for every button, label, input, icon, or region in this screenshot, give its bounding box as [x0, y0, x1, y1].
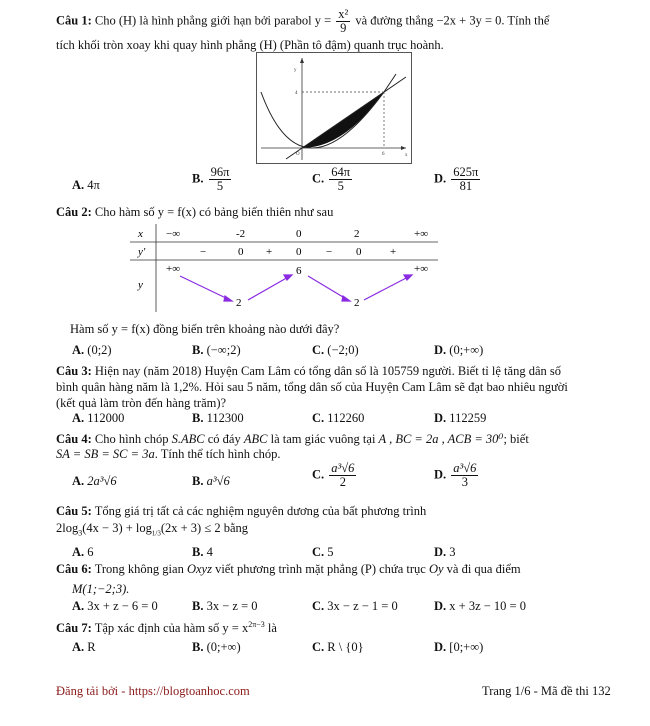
- graph-tick-6: 6: [382, 152, 385, 157]
- graph-tick-4: 4: [295, 91, 298, 96]
- svg-text:0: 0: [356, 246, 362, 258]
- q4-line1: Câu 4: Cho hình chóp S.ABC có đáy ABC là tam giác vuông tại A , BC = 2a , ACB = 30⁰; biết: [56, 432, 529, 446]
- graph-y-label: y: [294, 68, 297, 73]
- svg-text:0: 0: [238, 246, 244, 258]
- q6-option-b: B. 3x − z = 0: [192, 599, 258, 613]
- q2-option-d: D. (0;+∞): [434, 343, 484, 357]
- footer-source: Đăng tải bởi - https://blogtoanhoc.com: [56, 684, 250, 698]
- svg-text:−: −: [326, 246, 333, 258]
- svg-text:+∞: +∞: [166, 263, 181, 275]
- svg-text:2: 2: [236, 297, 242, 309]
- variation-table: [130, 224, 440, 312]
- q5-option-a: A. 6: [72, 545, 94, 559]
- q6-option-a: A. 3x + z − 6 = 0: [72, 599, 158, 613]
- q3-option-a: A. 112000: [72, 411, 125, 425]
- svg-text:0: 0: [296, 246, 302, 258]
- q6-option-d: D. x + 3z − 10 = 0: [434, 599, 526, 613]
- q5-line2: $2\log_3(4x - 3) + \log_{1/3}(2x + 3) \le 2$ bằng: [56, 521, 249, 538]
- q6-option-c: C. 3x − z − 1 = 0: [312, 599, 398, 613]
- q2-question: Hàm số y = f(x) đồng biến trên khoảng nào dưới đây?: [70, 322, 340, 336]
- q1-line1: Câu 1: Cho (H) là hình phẳng giới hạn bởi parabol y = $\frac{\text{x²}}{9}$ và đường thẳng −2x + 3y = 0. Tính thể: [56, 7, 550, 36]
- q2-option-a: A. (0;2): [72, 343, 112, 357]
- svg-text:−∞: −∞: [166, 228, 181, 240]
- q3-option-c: C. 112260: [312, 411, 365, 425]
- q3-option-b: B. 112300: [192, 411, 244, 425]
- svg-text:0: 0: [296, 228, 302, 240]
- q6-line1: Câu 6: Trong không gian Oxyz viết phương trình mặt phẳng (P) chứa trục Oy và đi qua điểm: [56, 562, 521, 576]
- q1-line2: tích khối tròn xoay khi quay hình phẳng (H) (Phần tô đậm) quanh trục hoành.: [56, 38, 444, 52]
- q4-option-c: C. $\frac{\text{a³√6}}{2}$: [312, 461, 355, 490]
- q7-option-a: A. R: [72, 640, 96, 654]
- svg-text:+∞: +∞: [414, 228, 429, 240]
- q3-option-d: D. 112259: [434, 411, 487, 425]
- q7-option-b: B. (0;+∞): [192, 640, 241, 654]
- q5-option-c: C. 5: [312, 545, 334, 559]
- q7-option-d: D. [0;+∞): [434, 640, 484, 654]
- svg-text:-2: -2: [236, 228, 246, 240]
- svg-text:−: −: [200, 246, 207, 258]
- q1-option-b: B. $\frac{96\pi}{5}$: [192, 165, 230, 194]
- q1-graph: [256, 52, 412, 164]
- svg-text:y': y': [138, 246, 146, 258]
- q1-label: Câu 1:: [56, 13, 92, 28]
- svg-text:+∞: +∞: [414, 263, 429, 275]
- q3-line2: bình quân hàng năm là 1,2%. Hỏi sau 5 năm, tổng dân số của Huyện Cam Lâm sẽ đạt bao nhiêu người: [56, 380, 568, 394]
- svg-text:2: 2: [354, 297, 360, 309]
- svg-text:y: y: [138, 279, 143, 291]
- q2-option-b: B. (−∞;2): [192, 343, 241, 357]
- footer-page: Trang 1/6 - Mã đề thi 132: [482, 684, 611, 698]
- q5-option-b: B. 4: [192, 545, 213, 559]
- q2-line1: Câu 2: Cho hàm số y = f(x) có bảng biến thiên như sau: [56, 205, 334, 219]
- q4-line2: SA = SB = SC = 3a. Tính thể tích hình chóp.: [56, 447, 281, 461]
- q5-line1: Câu 5: Tổng giá trị tất cả các nghiệm nguyên dương của bất phương trình: [56, 504, 427, 518]
- q3-line3: (kết quả làm tròn đến hàng trăm)?: [56, 396, 227, 410]
- q5-option-d: D. 3: [434, 545, 456, 559]
- svg-text:2: 2: [354, 228, 360, 240]
- q7-line1: Câu 7: Tập xác định của hàm số $y = x^{2\pi-3}$ là: [56, 620, 277, 636]
- svg-text:x: x: [138, 228, 143, 240]
- q3-line1: Câu 3: Hiện nay (năm 2018) Huyện Cam Lâm có tổng dân số là 105759 người. Biết tỉ lệ tăng dân số: [56, 364, 561, 378]
- q4-option-d: D. $\frac{\text{a³√6}}{3}$: [434, 461, 477, 490]
- svg-text:+: +: [390, 246, 397, 258]
- graph-x-label: x: [405, 153, 408, 158]
- q1-option-d: D. $\frac{625\pi}{81}$: [434, 165, 479, 194]
- q1-option-c: C. $\frac{64\pi}{5}$: [312, 165, 351, 194]
- q4-option-b: B. a³√6: [192, 474, 230, 488]
- svg-text:+: +: [266, 246, 273, 258]
- q6-line2: M(1;−2;3).: [72, 582, 130, 596]
- q4-option-a: A. 2a³√6: [72, 474, 117, 488]
- variation-arrows: [180, 275, 412, 301]
- q1-parabola-fraction: $\frac{\text{x²}}{9}$: [338, 7, 349, 36]
- svg-text:6: 6: [296, 265, 302, 277]
- graph-origin: O: [296, 152, 300, 157]
- q7-option-c: C. R \ {0}: [312, 640, 364, 654]
- q1-option-a: A. 4π: [72, 178, 100, 192]
- q2-option-c: C. (−2;0): [312, 343, 359, 357]
